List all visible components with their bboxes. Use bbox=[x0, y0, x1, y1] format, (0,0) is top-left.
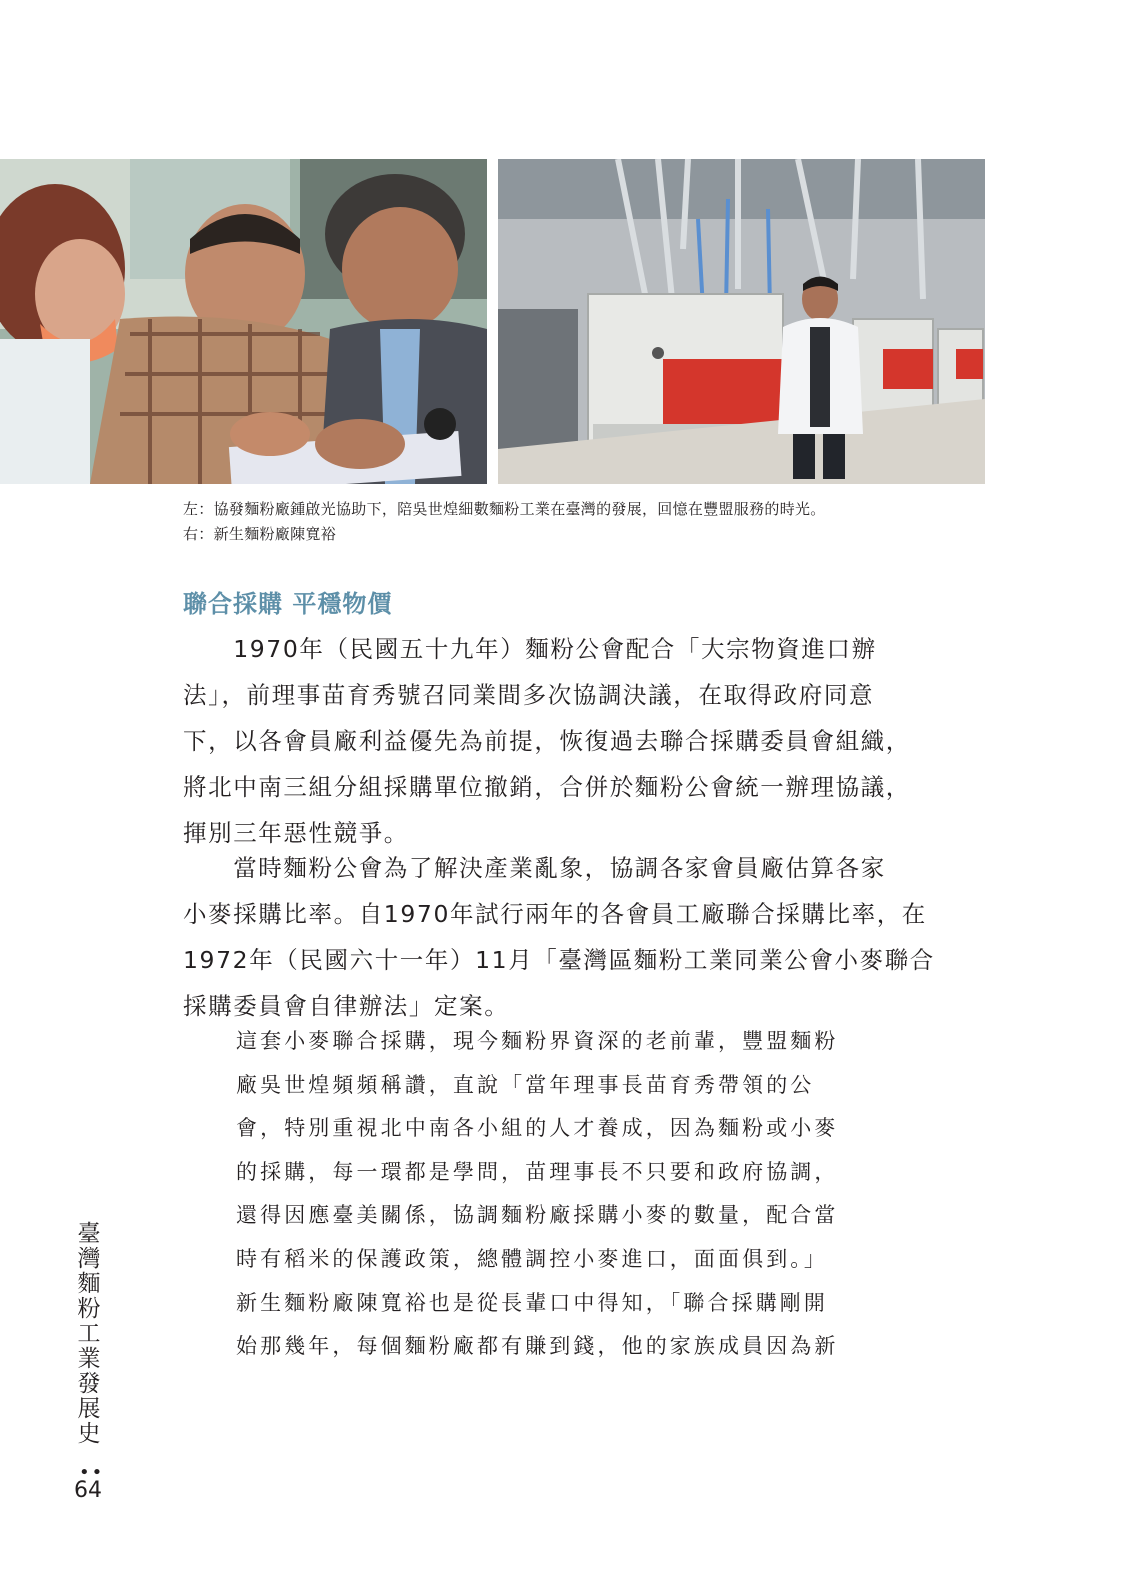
quote-line: 的採購，每一環都是學問，苗理事長不只要和政府協調， bbox=[236, 1159, 839, 1184]
photo-right bbox=[498, 159, 985, 484]
book-title-char: 粉 bbox=[77, 1296, 101, 1322]
book-title-char: 灣 bbox=[77, 1246, 101, 1272]
people-photo-icon bbox=[0, 159, 487, 484]
photo-left bbox=[0, 159, 487, 484]
quote-block bbox=[236, 1020, 886, 1369]
paragraph-line: 採購委員會自律辦法」定案。 bbox=[183, 992, 510, 1020]
book-title-char: 工 bbox=[77, 1321, 101, 1347]
book-title-vertical bbox=[76, 1222, 102, 1447]
paragraph-line: 1970年（民國五十九年）麵粉公會配合「大宗物資進口辦 bbox=[183, 635, 877, 663]
quote-line: 會，特別重視北中南各小組的人才養成，因為麵粉或小麥 bbox=[236, 1116, 839, 1141]
page-dots: •• bbox=[79, 1462, 105, 1483]
page-number: 64 bbox=[74, 1478, 102, 1503]
paragraph-1 bbox=[183, 626, 928, 856]
book-title-char: 麵 bbox=[77, 1271, 101, 1297]
book-title-char: 發 bbox=[77, 1371, 101, 1397]
caption-line-left: 左：協發麵粉廠鍾啟光協助下，陪吳世煌細數麵粉工業在臺灣的發展，回憶在豐盟服務的時光。 bbox=[183, 500, 826, 518]
book-title-char: 史 bbox=[77, 1421, 101, 1447]
paragraph-line: 當時麵粉公會為了解決產業亂象，協調各家會員廠估算各家 bbox=[183, 854, 886, 882]
paragraph-line: 1972年（民國六十一年）11月「臺灣區麵粉工業同業公會小麥聯合 bbox=[183, 946, 935, 974]
book-title-char: 臺 bbox=[77, 1221, 101, 1247]
section-title: 聯合採購 平穩物價 bbox=[183, 589, 393, 618]
paragraph-line: 法」，前理事苗育秀號召同業間多次協調決議，在取得政府同意 bbox=[183, 681, 875, 709]
paragraph-line: 小麥採購比率。自1970年試行兩年的各會員工廠聯合採購比率，在 bbox=[183, 900, 927, 928]
quote-line: 始那幾年，每個麵粉廠都有賺到錢，他的家族成員因為新 bbox=[236, 1334, 839, 1359]
quote-line: 還得因應臺美關係，協調麵粉廠採購小麥的數量，配合當 bbox=[236, 1203, 839, 1228]
paragraph-2 bbox=[183, 845, 935, 1029]
quote-line: 廠吳世煌頻頻稱讚，直說「當年理事長苗育秀帶領的公 bbox=[236, 1072, 815, 1097]
photo-caption bbox=[183, 497, 983, 547]
book-title-char: 展 bbox=[77, 1396, 101, 1422]
caption-line-right: 右：新生麵粉廠陳寬裕 bbox=[183, 525, 337, 543]
paragraph-line: 下，以各會員廠利益優先為前提，恢復過去聯合採購委員會組織， bbox=[183, 727, 911, 755]
paragraph-line: 將北中南三組分組採購單位撤銷，合併於麵粉公會統一辦理協議， bbox=[183, 773, 911, 801]
paragraph-line: 揮別三年惡性競爭。 bbox=[183, 819, 409, 847]
quote-line: 這套小麥聯合採購，現今麵粉界資深的老前輩，豐盟麵粉 bbox=[236, 1029, 839, 1053]
book-title-char: 業 bbox=[77, 1346, 101, 1372]
quote-line: 新生麵粉廠陳寬裕也是從長輩口中得知，「聯合採購剛開 bbox=[236, 1290, 828, 1315]
quote-line: 時有稻米的保護政策，總體調控小麥進口，面面俱到。」 bbox=[236, 1246, 828, 1271]
factory-photo-icon bbox=[498, 159, 985, 484]
